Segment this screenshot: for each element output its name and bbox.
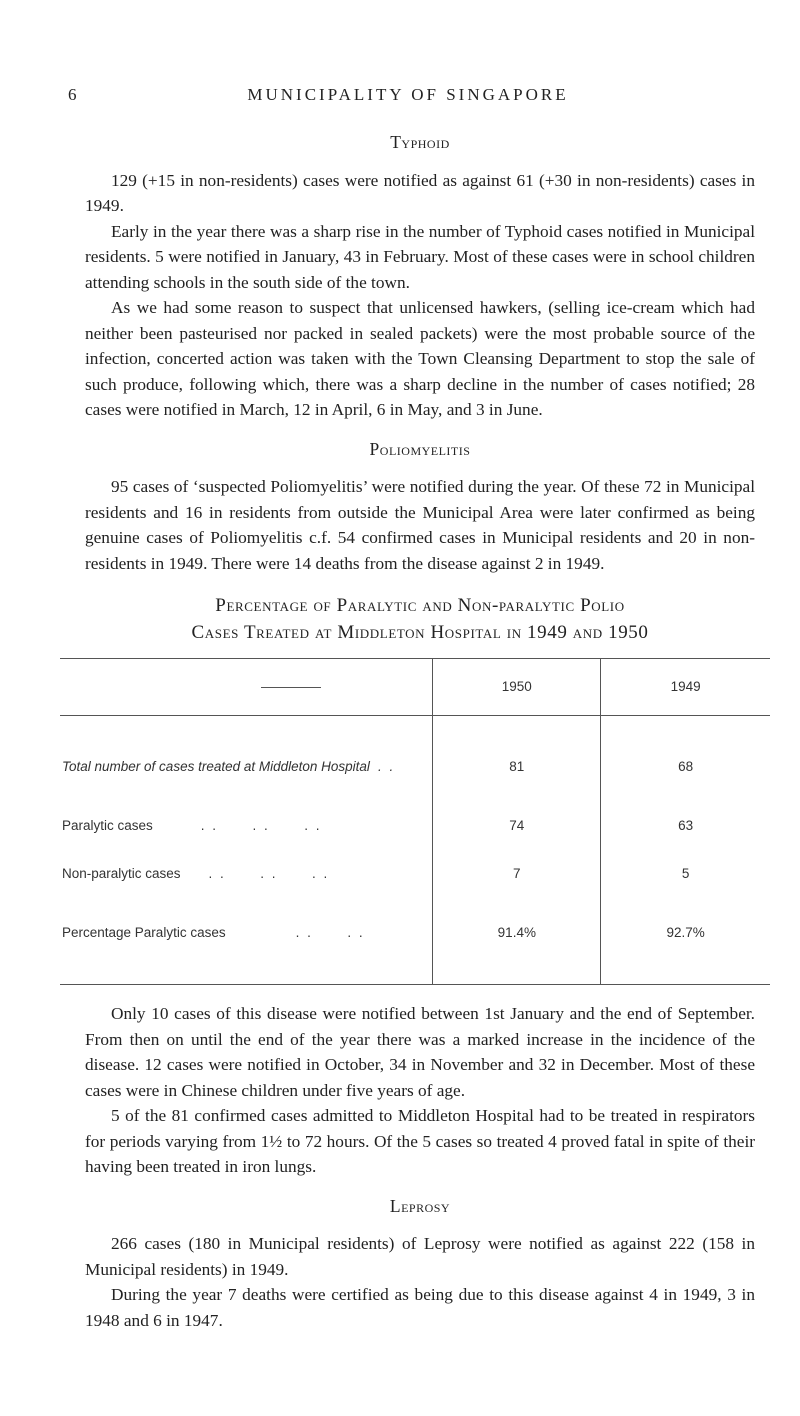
row-leaders: . . . . <box>295 925 365 941</box>
cell-1949: 92.7% <box>601 898 770 984</box>
page-number: 6 <box>68 85 77 104</box>
row-label: Paralytic cases <box>62 818 153 834</box>
table-title-line-2: Cases Treated at Middleton Hospital in 1949 and 1950 <box>191 622 649 643</box>
leprosy-paragraph-2: During the year 7 deaths were certified as being due to this disease against 4 in 1949, 3 in 1948 and 6 in 1947. <box>85 1285 755 1330</box>
row-leaders: . . <box>377 759 396 775</box>
running-title: MUNICIPALITY OF SINGAPORE <box>247 85 569 104</box>
leprosy-heading: Leprosy <box>389 1195 451 1216</box>
cell-1949: 63 <box>601 802 770 850</box>
leprosy-paragraph-1: 266 cases (180 in Municipal residents) of Leprosy were notified as against 222 (158 in Municipal residents) in 1949. <box>85 1234 755 1279</box>
polio-table-title <box>85 592 755 646</box>
row-label-cell <box>60 716 433 803</box>
page-content <box>62 120 755 1333</box>
row-label-cell <box>60 802 433 850</box>
polio-table-wrapper <box>60 658 770 985</box>
table-row <box>60 850 770 898</box>
table-row <box>60 716 770 803</box>
poliomyelitis-heading: Poliomyelitis <box>369 438 471 459</box>
table-header-row <box>60 659 770 716</box>
typhoid-paragraph-2: Early in the year there was a sharp rise in the number of Typhoid cases notified in Municipal residents. 5 were notified in January, 43 in February. Most of these cases were in school children attending schools in the south side of the town. <box>85 221 755 292</box>
polio-paragraph-2: Only 10 cases of this disease were notified between 1st January and the end of September. From then on until the end of the year there was a marked increase in the incidence of the disease. 12 cases were notified in October, 34 in November and 32 in December. Most of these cases were in Chinese children under five years of age. <box>85 1004 755 1100</box>
typhoid-heading: Typhoid <box>390 132 450 152</box>
cell-1950: 81 <box>433 716 601 803</box>
row-label-cell <box>60 850 433 898</box>
row-label: Total number of cases treated at Middleton Hospital <box>62 759 370 775</box>
header-1950: 1950 <box>433 659 601 716</box>
row-label: Percentage Paralytic cases <box>62 925 226 941</box>
table-title-line-1: Percentage of Paralytic and Non-paralytic Polio <box>215 595 625 616</box>
header-1949: 1949 <box>601 659 770 716</box>
typhoid-paragraph-1: 129 (+15 in non-residents) cases were notified as against 61 (+30 in non-residents) cases in 1949. <box>85 170 755 215</box>
polio-table <box>60 659 770 984</box>
cell-1949: 5 <box>601 850 770 898</box>
running-header <box>68 85 728 105</box>
table-row <box>60 802 770 850</box>
header-label-cell <box>60 659 433 716</box>
cell-1950: 91.4% <box>433 898 601 984</box>
row-leaders: . . . . . . <box>200 818 322 834</box>
row-label: Non-paralytic cases <box>62 866 181 882</box>
header-dash <box>261 687 321 688</box>
typhoid-paragraph-3: As we had some reason to suspect that unlicensed hawkers, (selling ice-cream which had neither been pasteurised nor packed in sealed packets) were the most probable source of the infection, concerted action was taken with the Town Cleansing Department to stop the sale of such produce, following which, there was a sharp decline in the number of cases notified; 28 cases were notified in March, 12 in April, 6 in May, and 3 in June. <box>85 298 755 419</box>
row-leaders: . . . . . . <box>208 866 330 882</box>
cell-1950: 74 <box>433 802 601 850</box>
cell-1949: 68 <box>601 716 770 803</box>
cell-1950: 7 <box>433 850 601 898</box>
polio-paragraph-1: 95 cases of ‘suspected Poliomyelitis’ were notified during the year. Of these 72 in Municipal residents and 16 in residents from outside the Municipal Area were later confirmed as being genuine cases of Poliomyelitis c.f. 54 confirmed cases in Municipal residents and 20 in non-residents in 1949. There were 14 deaths from the disease against 2 in 1949. <box>85 477 755 573</box>
polio-paragraph-3: 5 of the 81 confirmed cases admitted to Middleton Hospital had to be treated in respirators for periods varying from 1½ to 72 hours. Of the 5 cases so treated 4 proved fatal in spite of their having been treated in iron lungs. <box>85 1106 755 1176</box>
table-row <box>60 898 770 984</box>
row-label-cell <box>60 898 433 984</box>
